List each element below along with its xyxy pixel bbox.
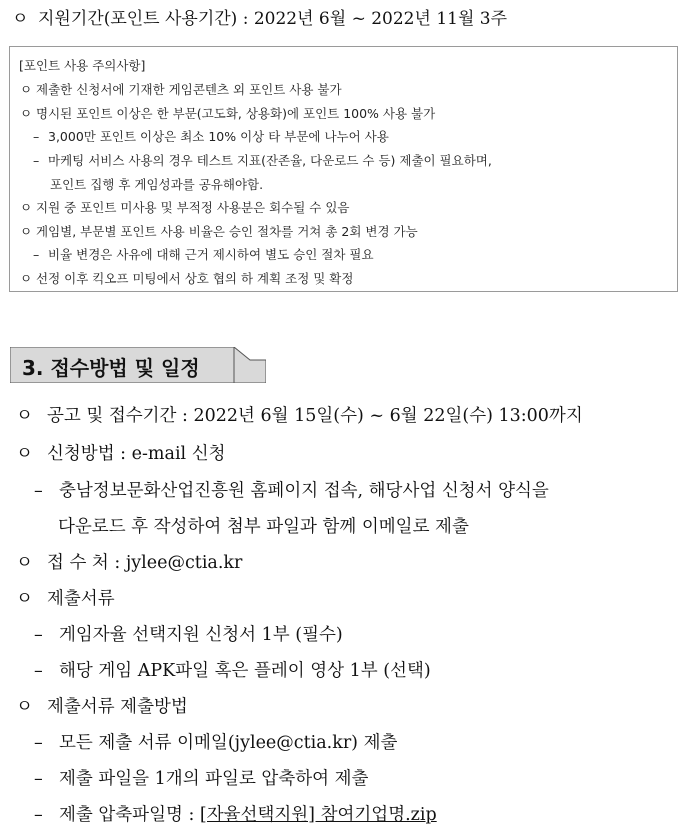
bullet-mark: ㅇ [16,406,33,426]
notice-line-text: 포인트 집행 후 게임성과를 공유해야함. [50,177,264,192]
point-usage-notice-box [9,46,678,292]
notice-line [20,222,418,240]
body-line-text: 공고 및 접수기간 : 2022년 6월 15일(수) ~ 6월 22일(수) 13:00까지 [47,406,583,426]
body-line [16,549,242,574]
notice-line [33,245,374,263]
body-line [34,729,397,754]
body-line-text: 제출 파일을 1개의 파일로 압축하여 제출 [59,769,369,789]
notice-line [50,175,263,193]
notice-line-text: 지원 중 포인트 미사용 및 부적정 사용분은 회수될 수 있음 [36,200,350,215]
body-line [16,693,188,718]
body-line [34,765,368,790]
dash-mark: – [34,481,43,501]
notice-line-text: 제출한 신청서에 기재한 게임콘텐츠 외 포인트 사용 불가 [36,82,342,97]
body-line [34,477,549,502]
notice-line [20,269,353,287]
dash-mark: – [34,661,43,681]
notice-line [20,104,435,122]
body-line [34,621,343,646]
notice-line-text: 선정 이후 킥오프 미팅에서 상호 협의 하 계획 조정 및 확정 [36,271,354,286]
body-line-text: 해당 게임 APK파일 혹은 플레이 영상 1부 (선택) [59,661,431,681]
body-line-text: 게임자율 선택지원 신청서 1부 (필수) [59,625,343,645]
notice-line-text: 비율 변경은 사유에 대해 근거 제시하여 별도 승인 절차 필요 [48,247,374,262]
notice-heading: [포인트 사용 주의사항] [19,58,146,73]
body-line-text: 모든 제출 서류 이메일(jylee@ctia.kr) 제출 [59,733,398,753]
body-line [16,585,115,610]
section-heading [10,347,266,383]
notice-line-text: 3,000만 포인트 이상은 최소 10% 이상 타 부문에 나누어 사용 [48,129,389,144]
bullet-mark: ㅇ [20,271,33,286]
bullet-mark: ㅇ [12,9,29,29]
body-line [16,440,226,465]
bullet-mark: ㅇ [16,553,33,573]
body-line [16,402,583,427]
notice-line-text: 명시된 포인트 이상은 한 부문(고도화, 상용화)에 포인트 100% 사용 불가 [36,106,436,121]
notice-line [20,80,342,98]
notice-line-text: 마케팅 서비스 사용의 경우 테스트 지표(잔존율, 다운로드 수 등) 제출이 필요하며, [48,153,492,168]
body-line-text: 제출 압축파일명 : [59,805,200,825]
zip-filename: [자율선택지원] 참여기업명.zip [199,805,437,825]
dash-mark: – [34,769,43,789]
dash-mark: – [33,129,40,144]
dash-mark: – [33,153,40,168]
notice-line [33,127,389,145]
notice-line [20,198,350,216]
bullet-mark: ㅇ [20,106,33,121]
body-line [34,801,437,826]
section-title: 3. 접수방법 및 일정 [22,356,200,380]
body-line-text: 제출서류 [47,589,115,609]
body-line [34,657,431,682]
bullet-mark: ㅇ [20,82,33,97]
body-line-text: 제출서류 제출방법 [47,697,188,717]
body-line-text: 신청방법 : e-mail 신청 [47,444,226,464]
dash-mark: – [33,247,40,262]
body-line-text: 충남정보문화산업진흥원 홈페이지 접속, 해당사업 신청서 양식을 [59,481,549,501]
body-line-text: 접 수 처 : jylee@ctia.kr [47,553,243,573]
bullet-mark: ㅇ [20,224,33,239]
dash-mark: – [34,625,43,645]
bullet-mark: ㅇ [16,444,33,464]
body-line [58,513,469,538]
notice-line [33,151,492,169]
dash-mark: – [34,805,43,825]
bullet-mark: ㅇ [16,589,33,609]
dash-mark: – [34,733,43,753]
support-period-text: 지원기간(포인트 사용기간) : 2022년 6월 ~ 2022년 11월 3주 [38,9,508,29]
bullet-mark: ㅇ [16,697,33,717]
notice-line-text: 게임별, 부문별 포인트 사용 비율은 승인 절차를 거쳐 총 2회 변경 가능 [36,224,418,239]
body-line-text: 다운로드 후 작성하여 첨부 파일과 함께 이메일로 제출 [58,517,469,537]
bullet-mark: ㅇ [20,200,33,215]
support-period-line [12,4,507,29]
